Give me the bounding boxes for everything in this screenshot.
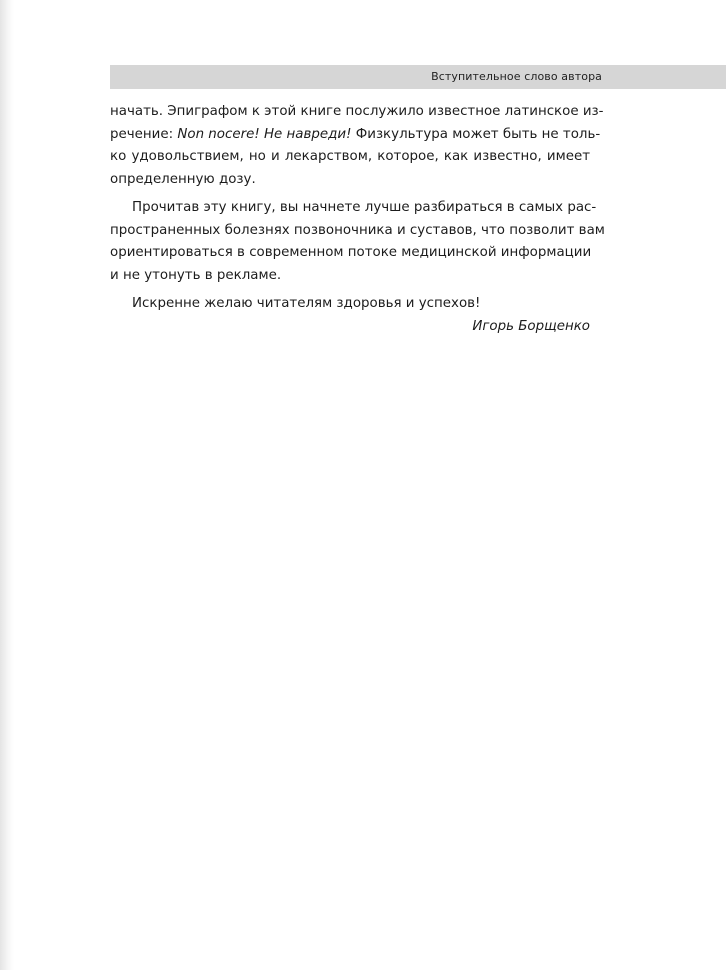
page-edge-shadow <box>0 0 14 970</box>
paragraph-3-line-1: Искренне желаю читателям здоровья и успехов! <box>132 296 481 311</box>
body-text <box>110 101 605 338</box>
paragraph-1 <box>110 101 604 191</box>
paragraph-2-line-4: и не утонуть в рекламе. <box>110 267 282 283</box>
paragraph-1-line-3: ко удовольствием, но и лекарством, которое, как известно, имеет <box>110 149 590 164</box>
paragraph-3 <box>110 293 590 316</box>
paragraph-2-line-1: Прочитав эту книгу, вы начнете лучше разбираться в самых рас- <box>132 200 597 215</box>
latin-epigraph: Non nocere! Не навреди! <box>177 126 352 142</box>
paragraph-2-line-2: пространенных болезнях позвоночника и суставов, что позволит вам <box>110 222 605 238</box>
author-signature: Игорь Борщенко <box>472 318 590 334</box>
line-2-text-before: речение: <box>110 126 178 142</box>
paragraph-1-line-4: определенную дозу. <box>110 171 256 187</box>
paragraph-1-line-2 <box>110 124 601 147</box>
paragraph-1-line-1: начать. Эпиграфом к этой книге послужило известное латинское из- <box>110 104 604 119</box>
paragraph-2-line-3: ориентироваться в современном потоке медицинской информации <box>110 245 592 260</box>
running-header-title: Вступительное слово автора <box>431 70 602 83</box>
line-2-text-after: Физкультура может быть не толь- <box>351 126 601 142</box>
running-header-bar <box>110 65 726 89</box>
paragraph-2 <box>110 197 605 287</box>
